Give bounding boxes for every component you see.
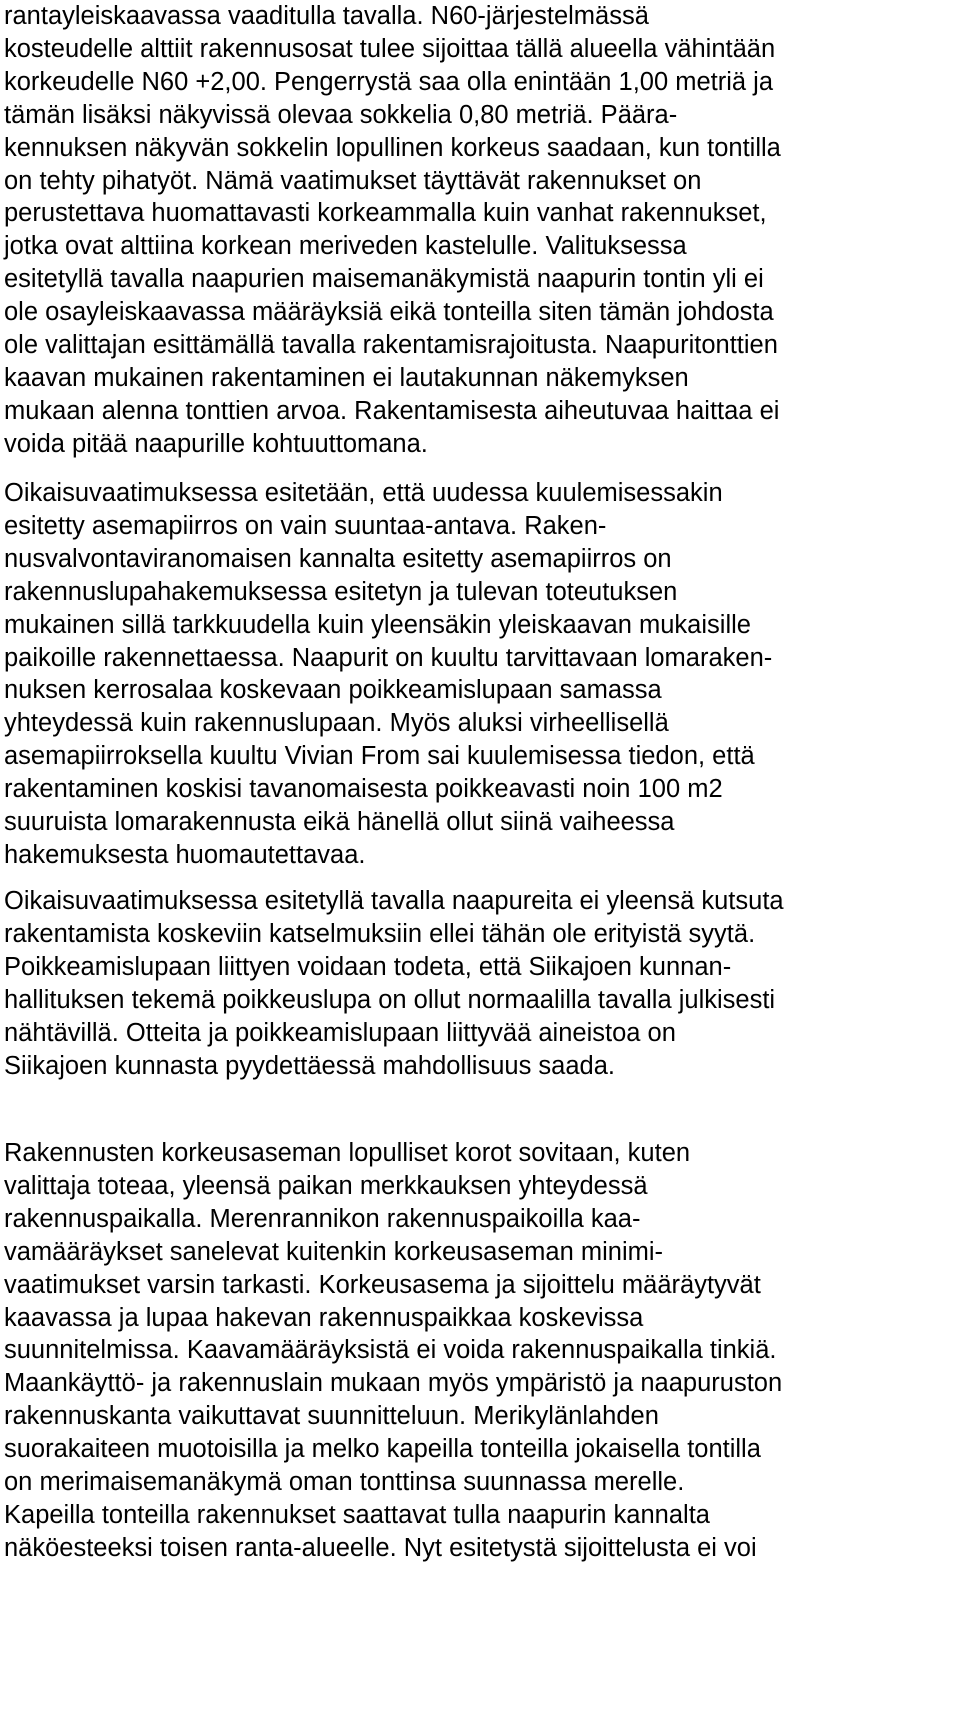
text-line: nusvalvontaviranomaisen kannalta esitetty asemapiirros on <box>4 544 672 573</box>
text-line: suorakaiteen muotoisilla ja melko kapeilla tonteilla jokaisella tontilla <box>4 1435 761 1464</box>
text-line: näköesteeksi toisen ranta-alueelle. Nyt esitetystä sijoittelusta ei voi <box>4 1533 757 1562</box>
text-line: asemapiirroksella kuultu Vivian From sai kuulemisessa tiedon, että <box>4 742 755 771</box>
text-line: rakennuskanta vaikuttavat suunnitteluun. Merikylänlahden <box>4 1402 659 1431</box>
text-line: korkeudelle N60 +2,00. Pengerrystä saa olla enintään 1,00 metriä ja <box>4 67 774 96</box>
text-line: ole osayleiskaavassa määräyksiä eikä tonteilla siten tämän johdosta <box>4 298 774 327</box>
text-line: mukainen sillä tarkkuudella kuin yleensäkin yleiskaavan mukaisille <box>4 610 751 639</box>
text-line: tämän lisäksi näkyvissä olevaa sokkelia 0,80 metriä. Päära- <box>4 100 678 129</box>
text-line: yhteydessä kuin rakennuslupaan. Myös aluksi virheellisellä <box>4 709 669 738</box>
text-line: paikoille rakennettaessa. Naapurit on kuultu tarvittavaan lomaraken- <box>4 643 773 672</box>
text-line: Oikaisuvaatimuksessa esitetään, että uudessa kuulemisessakin <box>4 479 723 507</box>
text-line: vamääräykset sanelevat kuitenkin korkeusaseman minimi- <box>4 1237 664 1266</box>
text-line: esitetyllä tavalla naapurien maisemanäkymistä naapurin tontin yli ei <box>4 265 764 294</box>
text-line: kosteudelle alttiit rakennusosat tulee sijoittaa tällä alueella vähintään <box>4 34 776 63</box>
text-line: valittaja toteaa, yleensä paikan merkkauksen yhteydessä <box>4 1171 648 1200</box>
text-line: suunnitelmissa. Kaavamääräyksistä ei voida rakennuspaikalla tinkiä. <box>4 1336 777 1365</box>
text-line: on merimaisemanäkymä oman tonttinsa suunnassa merelle. <box>4 1468 685 1496</box>
text-line: Kapeilla tonteilla rakennukset saattavat tulla naapurin kannalta <box>4 1500 710 1529</box>
text-line: Maankäyttö- ja rakennuslain mukaan myös ympäristö ja naapuruston <box>4 1369 783 1398</box>
text-line: Rakennusten korkeusaseman lopulliset korot sovitaan, kuten <box>4 1139 691 1167</box>
text-line: rakennuslupahakemuksessa esitetyn ja tulevan toteutuksen <box>4 577 678 606</box>
text-line: kaavan mukainen rakentaminen ei lautakunnan näkemyksen <box>4 363 689 392</box>
text-line: on tehty pihatyöt. Nämä vaatimukset täyttävät rakennukset on <box>4 166 702 195</box>
text-line: Oikaisuvaatimuksessa esitetyllä tavalla naapureita ei yleensä kutsuta <box>4 887 784 915</box>
text-line: esitetty asemapiirros on vain suuntaa-antava. Raken- <box>4 511 607 540</box>
text-line: Siikajoen kunnasta pyydettäessä mahdollisuus saada. <box>4 1051 615 1080</box>
text-line: Poikkeamislupaan liittyen voidaan todeta, että Siikajoen kunnan- <box>4 952 732 981</box>
text-line: kennuksen näkyvän sokkelin lopullinen korkeus saadaan, kun tontilla <box>4 133 781 162</box>
text-line: rakentaminen koskisi tavanomaisesta poikkeavasti noin 100 m2 <box>4 775 723 804</box>
text-line: jotka ovat alttiina korkean meriveden kastelulle. Valituksessa <box>4 232 687 261</box>
text-line: hallituksen tekemä poikkeuslupa on ollut normaalilla tavalla julkisesti <box>4 985 776 1014</box>
text-line: vaatimukset varsin tarkasti. Korkeusasema ja sijoittelu määräytyvät <box>4 1270 761 1299</box>
text-line: rakentamista koskeviin katselmuksiin ellei tähän ole erityistä syytä. <box>4 919 756 948</box>
text-line: voida pitää naapurille kohtuuttomana. <box>4 429 428 458</box>
text-line: mukaan alenna tonttien arvoa. Rakentamisesta aiheutuvaa haittaa ei <box>4 396 780 425</box>
text-line: rakennuspaikalla. Merenrannikon rakennuspaikoilla kaa- <box>4 1204 641 1233</box>
text-line: suuruista lomarakennusta eikä hänellä ollut siinä vaiheessa <box>4 808 675 836</box>
text-line: nähtävillä. Otteita ja poikkeamislupaan liittyvää aineistoa on <box>4 1018 676 1047</box>
text-line: nuksen kerrosalaa koskevaan poikkeamislupaan samassa <box>4 676 662 705</box>
text-line: perustettava huomattavasti korkeammalla kuin vanhat rakennukset, <box>4 199 767 228</box>
text-line: hakemuksesta huomautettavaa. <box>4 840 366 869</box>
text-line: kaavassa ja lupaa hakevan rakennuspaikkaa koskevissa <box>4 1303 644 1332</box>
text-line: rantayleiskaavassa vaaditulla tavalla. N60-järjestelmässä <box>4 2 649 30</box>
text-line: ole valittajan esittämällä tavalla rakentamisrajoitusta. Naapuritonttien <box>4 331 778 359</box>
